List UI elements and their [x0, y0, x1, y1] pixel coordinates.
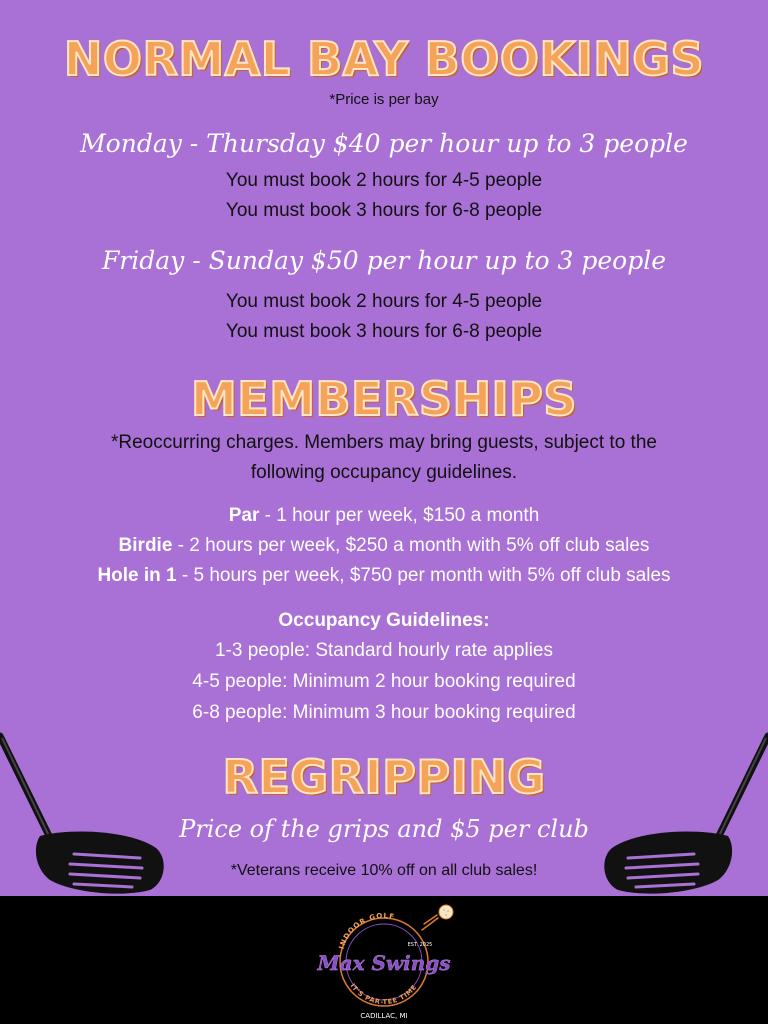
weekend-rule: You must book 3 hours for 6-8 people — [225, 321, 543, 342]
tier-detail: - 5 hours per week, $750 per month with 5% off club sales — [176, 565, 671, 586]
bay-bookings-heading: NORMAL BAY BOOKINGS — [63, 32, 705, 86]
tier-name: Hole in 1 — [97, 565, 177, 586]
weekday-rate: Monday - Thursday $40 per hour up to 3 people — [80, 129, 688, 158]
logo-location: CADILLAC, MI — [360, 1012, 408, 1020]
golf-ball-icon — [422, 905, 453, 930]
regripping-price: Price of the grips and $5 per club — [179, 815, 589, 843]
logo-name: Max Swings — [317, 951, 451, 975]
price-per-bay-note: *Price is per bay — [329, 91, 439, 108]
regripping-heading: REGRIPPING — [222, 750, 546, 804]
tier-name: Par — [228, 505, 260, 526]
max-swings-logo — [304, 898, 464, 1022]
weekend-rate: Friday - Sunday $50 per hour up to 3 people — [101, 246, 667, 275]
golf-club-right-icon — [598, 730, 768, 896]
veterans-discount: *Veterans receive 10% off on all club sales! — [230, 862, 538, 879]
logo-est: EST. 2025 — [407, 942, 433, 948]
footer-bar — [0, 896, 768, 1024]
membership-tier-hole-in-1 — [0, 561, 768, 592]
memberships-heading: MEMBERSHIPS — [191, 372, 577, 426]
tier-detail: - 2 hours per week, $250 a month with 5% off club sales — [172, 535, 650, 556]
occupancy-title: Occupancy Guidelines: — [278, 610, 490, 631]
logo-top-text: INDOOR GOLF — [337, 911, 396, 951]
weekend-rule: You must book 2 hours for 4-5 people — [225, 291, 543, 312]
weekday-rule: You must book 3 hours for 6-8 people — [225, 200, 543, 221]
weekday-rule: You must book 2 hours for 4-5 people — [225, 170, 543, 191]
occupancy-rule: 6-8 people: Minimum 3 hour booking required — [192, 702, 576, 723]
svg-text:IT'S PAR-TEE TIME — [349, 982, 419, 1006]
logo-tagline: IT'S PAR-TEE TIME — [348, 982, 419, 1007]
membership-tier-par — [0, 501, 768, 532]
memberships-intro: *Reoccurring charges. Members may bring guests, subject to the — [111, 432, 657, 453]
svg-text:INDOOR GOLF — [338, 912, 396, 950]
tier-name: Birdie — [118, 535, 173, 556]
occupancy-rule: 4-5 people: Minimum 2 hour booking required — [192, 671, 576, 692]
memberships-intro: following occupancy guidelines. — [250, 462, 518, 483]
golf-club-left-icon — [0, 730, 170, 896]
membership-tier-birdie — [0, 531, 768, 562]
occupancy-rule: 1-3 people: Standard hourly rate applies — [214, 640, 553, 661]
tier-detail: - 1 hour per week, $150 a month — [259, 505, 540, 526]
